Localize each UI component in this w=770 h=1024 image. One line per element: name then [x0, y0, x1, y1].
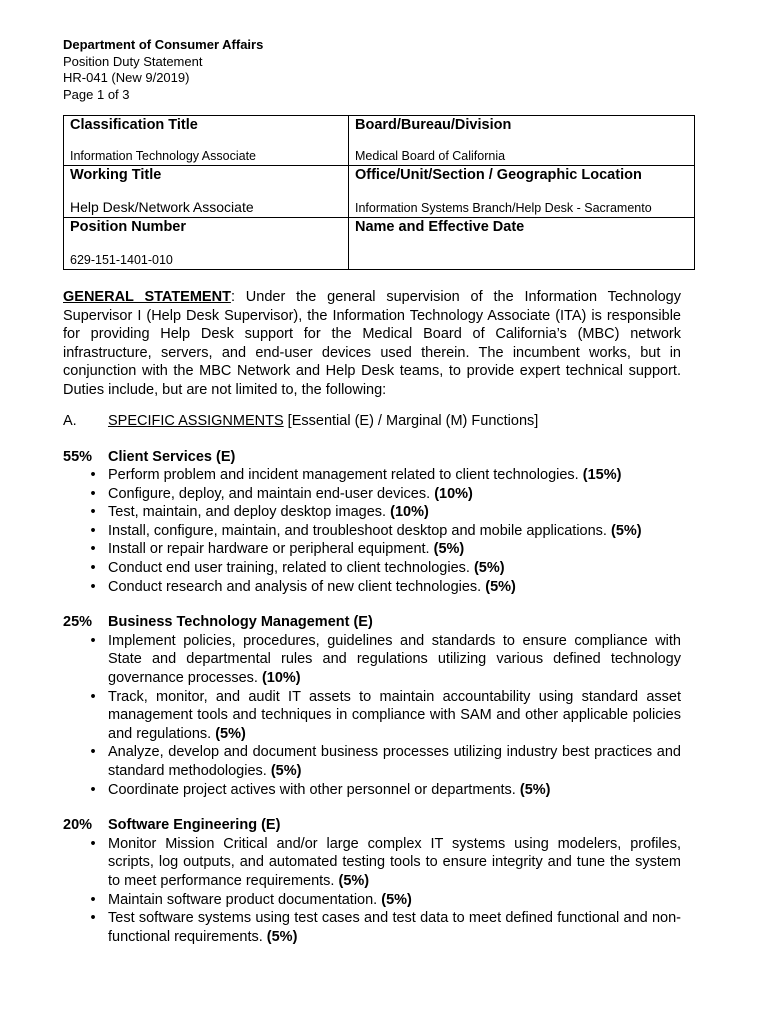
duty-section-percent: 20%: [63, 817, 93, 834]
duty-item: [90, 835, 681, 891]
section-letter: A.: [63, 413, 77, 429]
duty-section: [63, 448, 681, 597]
general-statement: [63, 288, 681, 399]
duty-section: [63, 816, 681, 946]
bullet-icon: •: [90, 910, 96, 927]
classification-title-label: Classification Title: [70, 117, 198, 133]
duty-item: [90, 688, 681, 744]
name-date-label: Name and Effective Date: [355, 219, 525, 235]
document-page: [63, 37, 681, 946]
duty-item: [90, 578, 681, 597]
duty-list: [63, 466, 681, 596]
duty-item-text: Track, monitor, and audit IT assets to maintain accountability using standard asset management tools and techniques in compliance with SAM and other applicable policies and regulations.: [108, 688, 681, 742]
duty-item: [90, 632, 681, 688]
department-name: Department of Consumer Affairs: [63, 37, 264, 52]
duty-item-weight: (5%): [473, 560, 505, 577]
duty-item-weight: (5%): [381, 891, 412, 908]
duty-item-text: Conduct end user training, related to client technologies.: [108, 560, 474, 577]
working-title-label: Working Title: [70, 167, 162, 183]
position-number-value: 629-151-1401-010: [70, 253, 173, 267]
duty-item-text: Configure, deploy, and maintain end-user devices.: [108, 485, 435, 502]
duty-item-weight: (5%): [519, 781, 551, 798]
bullet-icon: •: [90, 485, 96, 502]
specific-assignments-title: SPECIFIC ASSIGNMENTS: [108, 413, 284, 429]
bullet-icon: •: [90, 560, 96, 577]
duty-section-heading: [63, 448, 681, 467]
duty-item: [90, 485, 681, 504]
duty-item-text: Install, configure, maintain, and troubleshoot desktop and mobile applications.: [108, 522, 611, 539]
duty-item: [90, 781, 681, 800]
duty-item-weight: (10%): [390, 504, 429, 521]
position-info-table: [63, 115, 695, 270]
bullet-icon: •: [90, 467, 96, 484]
bullet-icon: •: [90, 688, 96, 705]
bullet-icon: •: [90, 541, 96, 558]
duty-section-percent: 55%: [63, 448, 93, 465]
duty-item-text: Conduct research and analysis of new client technologies.: [108, 578, 486, 595]
duty-sections: [63, 448, 681, 947]
duty-item: [90, 503, 681, 522]
board-cell: [349, 116, 695, 166]
position-number-label: Position Number: [70, 219, 187, 235]
specific-assignments-subtitle: [Essential (E) / Marginal (M) Functions]: [283, 413, 539, 429]
duty-item-text: Maintain software product documentation.: [108, 891, 382, 908]
form-id: HR-041 (New 9/2019): [63, 70, 190, 85]
duty-item-text: Monitor Mission Critical and/or large complex IT systems using modelers, profiles, scripts, log outputs, and automated testing tools to ensure integrity and tune the system to meet performance requirements.: [108, 835, 681, 889]
duty-item-text: Install or repair hardware or peripheral equipment.: [108, 541, 434, 558]
bullet-icon: •: [90, 891, 96, 908]
duty-item-weight: (5%): [433, 541, 465, 558]
document-header: [63, 37, 681, 103]
bullet-icon: •: [90, 835, 96, 852]
duty-item: [90, 522, 681, 541]
page-number: Page 1 of 3: [63, 86, 130, 102]
office-value: Information Systems Branch/Help Desk - Sacramento: [355, 201, 652, 215]
classification-title-value: Information Technology Associate: [70, 149, 256, 163]
duty-item-weight: (5%): [485, 578, 516, 595]
office-label: Office/Unit/Section / Geographic Location: [355, 167, 642, 183]
general-statement-text: : Under the general supervision of the Information Technology Supervisor I (Help Desk Supervisor), the Information Technology Associate (ITA) is responsible for providing Help Desk support for the Medical Board of California’s (MBC) network infrastructure, servers, and end-user devices used therein. The incumbent works, but in conjunction with the MBC Network and Help Desk teams, to provide expert technical support. Duties include, but are not limited to, the following:: [63, 289, 681, 398]
duty-item-weight: (5%): [610, 522, 642, 539]
bullet-icon: •: [90, 504, 96, 521]
bullet-icon: •: [90, 522, 96, 539]
duty-item-text: Perform problem and incident management related to client technologies.: [108, 467, 583, 484]
position-number-cell: [64, 218, 349, 270]
duty-section-heading: [63, 816, 681, 835]
duty-list: [63, 835, 681, 947]
duty-item-weight: (5%): [266, 928, 298, 945]
duty-section-percent: 25%: [63, 614, 93, 631]
duty-item-text: Coordinate project actives with other personnel or departments.: [108, 781, 520, 798]
duty-item-weight: (15%): [582, 467, 622, 484]
working-title-cell: [64, 166, 349, 218]
duty-section-heading: [63, 613, 681, 632]
duty-item-text: Implement policies, procedures, guidelines and standards to ensure compliance with State and departmental rules and regulations utilizing various defined technology governance processes.: [108, 632, 681, 687]
bullet-icon: •: [90, 781, 96, 798]
duty-section-title: Business Technology Management (E): [108, 614, 373, 631]
duty-item: [90, 891, 681, 910]
duty-item-text: Analyze, develop and document business processes utilizing industry best practices and standard methodologies.: [108, 744, 681, 779]
duty-section-title: Client Services (E): [108, 448, 236, 465]
duty-item-weight: (5%): [338, 872, 370, 889]
document-title: Position Duty Statement: [63, 53, 203, 69]
duty-item-weight: (10%): [261, 670, 301, 687]
duty-list: [63, 632, 681, 799]
general-statement-label: GENERAL STATEMENT: [63, 289, 231, 305]
duty-item: [90, 909, 681, 946]
duty-section-title: Software Engineering (E): [108, 817, 281, 834]
office-cell: [349, 166, 695, 218]
bullet-icon: •: [90, 578, 96, 595]
specific-assignments-heading: [63, 412, 681, 431]
classification-title-cell: [64, 116, 349, 166]
board-value: Medical Board of California: [355, 149, 506, 163]
duty-item-weight: (5%): [215, 725, 246, 742]
bullet-icon: •: [90, 632, 96, 649]
duty-item-text: Test, maintain, and deploy desktop images.: [108, 504, 391, 521]
duty-item-weight: (10%): [434, 485, 473, 502]
name-date-cell: [349, 218, 695, 270]
duty-item-text: Test software systems using test cases and test data to meet defined functional and non-functional requirements.: [108, 910, 681, 945]
duty-item: [90, 559, 681, 578]
duty-item: [90, 540, 681, 559]
duty-section: [63, 613, 681, 799]
duty-item-weight: (5%): [270, 763, 302, 779]
working-title-value: Help Desk/Network Associate: [70, 199, 254, 215]
duty-item: [90, 743, 681, 780]
duty-item: [90, 466, 681, 485]
board-label: Board/Bureau/Division: [355, 117, 512, 133]
bullet-icon: •: [90, 744, 96, 761]
